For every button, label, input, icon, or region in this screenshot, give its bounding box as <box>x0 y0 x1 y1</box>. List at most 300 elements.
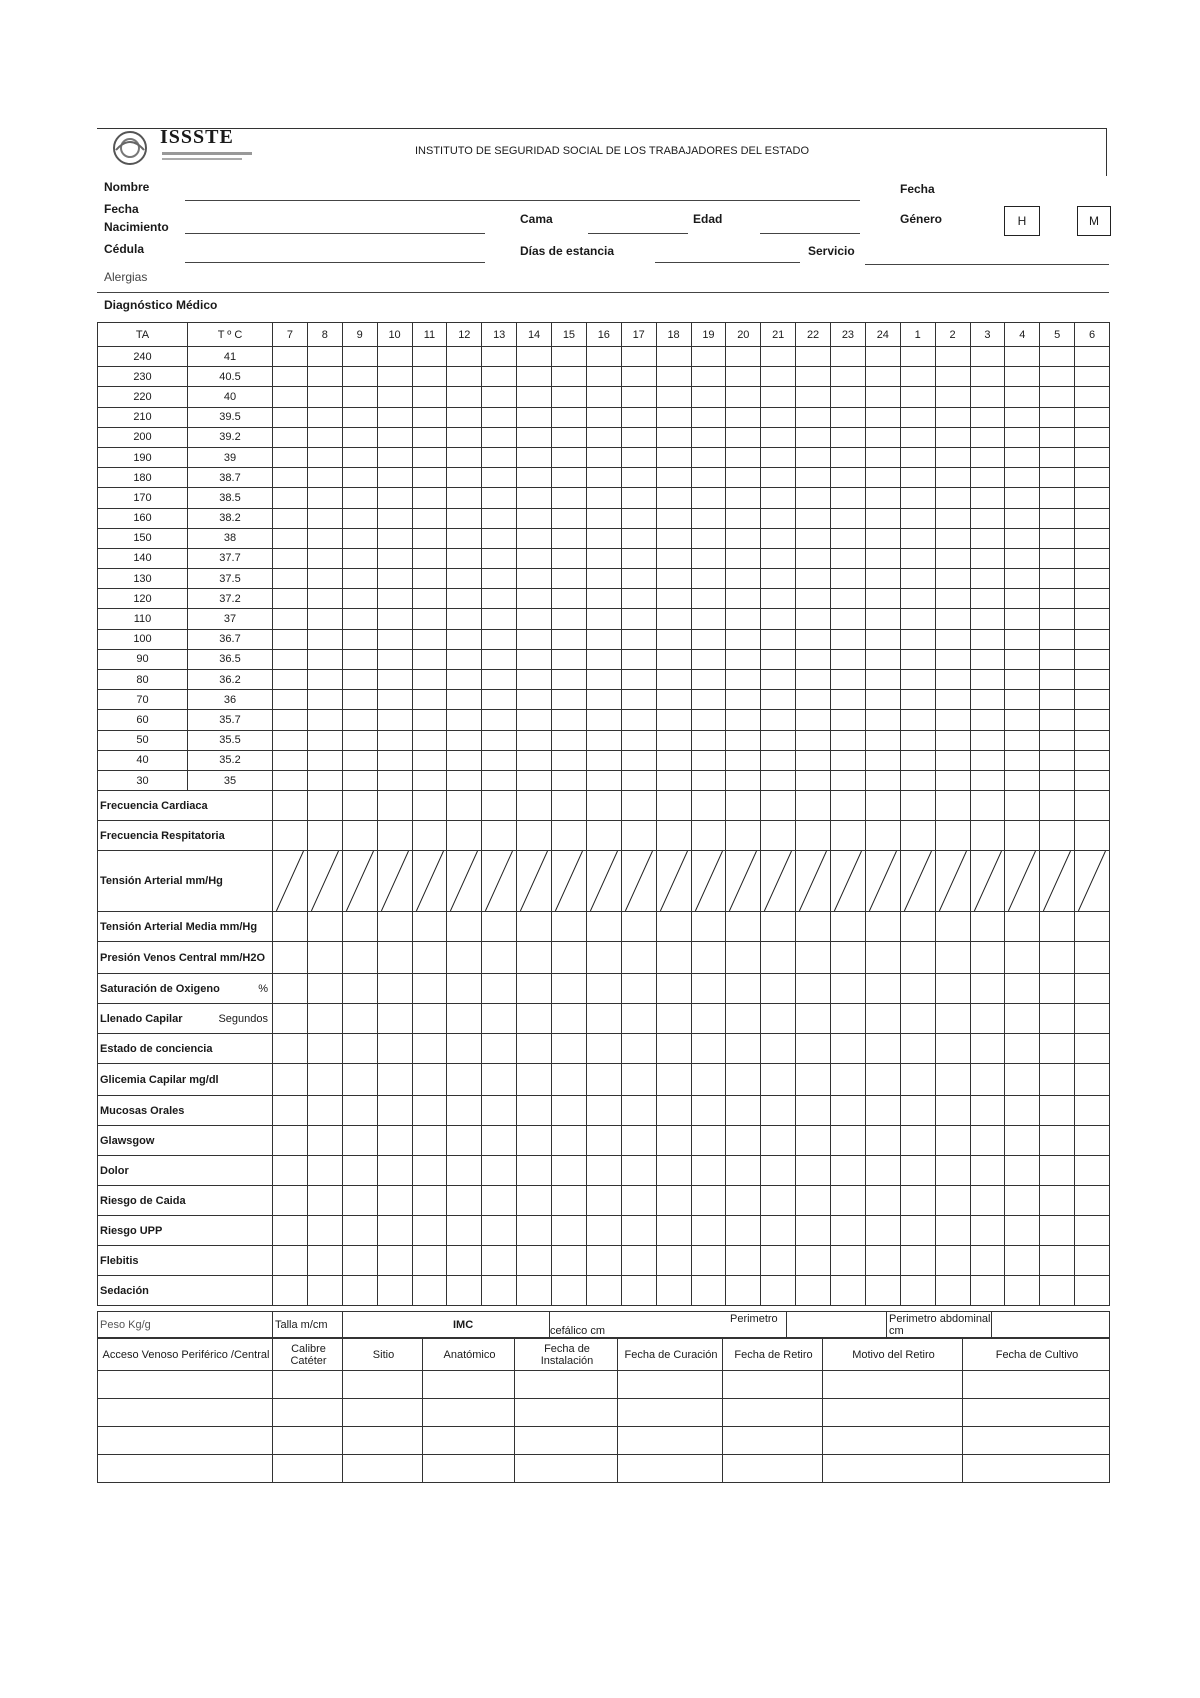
parameter-cell[interactable] <box>1075 1064 1110 1096</box>
vital-cell[interactable] <box>1040 629 1075 649</box>
parameter-cell[interactable] <box>1040 821 1075 851</box>
parameter-cell[interactable] <box>517 851 552 912</box>
vital-cell[interactable] <box>1040 670 1075 690</box>
vital-cell[interactable] <box>761 569 796 589</box>
access-cell[interactable] <box>273 1455 343 1483</box>
vital-cell[interactable] <box>726 548 761 568</box>
vital-cell[interactable] <box>691 427 726 447</box>
vital-cell[interactable] <box>761 730 796 750</box>
parameter-cell[interactable] <box>1075 1216 1110 1246</box>
vital-cell[interactable] <box>1075 528 1110 548</box>
parameter-cell[interactable] <box>656 851 691 912</box>
vital-cell[interactable] <box>865 770 900 790</box>
vital-cell[interactable] <box>482 649 517 669</box>
vital-cell[interactable] <box>935 548 970 568</box>
vital-cell[interactable] <box>586 447 621 467</box>
vital-cell[interactable] <box>970 649 1005 669</box>
vital-cell[interactable] <box>1040 387 1075 407</box>
parameter-cell[interactable] <box>552 1156 587 1186</box>
vital-cell[interactable] <box>970 508 1005 528</box>
parameter-cell[interactable] <box>1040 974 1075 1004</box>
parameter-cell[interactable] <box>831 1004 866 1034</box>
parameter-cell[interactable] <box>796 912 831 942</box>
parameter-cell[interactable] <box>970 1276 1005 1306</box>
parameter-cell[interactable] <box>307 1096 342 1126</box>
vital-cell[interactable] <box>273 407 308 427</box>
parameter-cell[interactable] <box>726 942 761 974</box>
parameter-cell[interactable] <box>1075 1246 1110 1276</box>
vital-cell[interactable] <box>621 629 656 649</box>
vital-cell[interactable] <box>761 548 796 568</box>
parameter-cell[interactable] <box>273 1096 308 1126</box>
vital-cell[interactable] <box>1040 488 1075 508</box>
vital-cell[interactable] <box>342 367 377 387</box>
vital-cell[interactable] <box>1040 710 1075 730</box>
parameter-cell[interactable] <box>726 791 761 821</box>
vital-cell[interactable] <box>900 447 935 467</box>
vital-cell[interactable] <box>865 387 900 407</box>
vital-cell[interactable] <box>482 447 517 467</box>
vital-cell[interactable] <box>1005 730 1040 750</box>
vital-cell[interactable] <box>586 589 621 609</box>
parameter-cell[interactable] <box>726 1126 761 1156</box>
vital-cell[interactable] <box>726 569 761 589</box>
vital-cell[interactable] <box>865 710 900 730</box>
vital-cell[interactable] <box>552 548 587 568</box>
vital-cell[interactable] <box>621 387 656 407</box>
parameter-cell[interactable] <box>621 1276 656 1306</box>
vital-cell[interactable] <box>865 649 900 669</box>
vital-cell[interactable] <box>447 528 482 548</box>
parameter-cell[interactable] <box>1040 851 1075 912</box>
vital-cell[interactable] <box>621 589 656 609</box>
parameter-cell[interactable] <box>447 1156 482 1186</box>
blank-measure-cell[interactable] <box>992 1312 1110 1338</box>
parameter-cell[interactable] <box>691 821 726 851</box>
vital-cell[interactable] <box>796 468 831 488</box>
parameter-cell[interactable] <box>865 1004 900 1034</box>
parameter-cell[interactable] <box>586 1216 621 1246</box>
vital-cell[interactable] <box>621 710 656 730</box>
vital-cell[interactable] <box>377 589 412 609</box>
parameter-cell[interactable] <box>796 821 831 851</box>
vital-cell[interactable] <box>273 447 308 467</box>
vital-cell[interactable] <box>307 347 342 367</box>
vital-cell[interactable] <box>1005 710 1040 730</box>
vital-cell[interactable] <box>865 609 900 629</box>
parameter-cell[interactable] <box>621 1064 656 1096</box>
vital-cell[interactable] <box>726 367 761 387</box>
nombre-field[interactable] <box>185 200 860 201</box>
parameter-cell[interactable] <box>342 1216 377 1246</box>
vital-cell[interactable] <box>1040 427 1075 447</box>
vital-cell[interactable] <box>482 589 517 609</box>
parameter-cell[interactable] <box>900 1156 935 1186</box>
vital-cell[interactable] <box>1075 347 1110 367</box>
vital-cell[interactable] <box>831 629 866 649</box>
vital-cell[interactable] <box>307 508 342 528</box>
vital-cell[interactable] <box>761 690 796 710</box>
vital-cell[interactable] <box>1040 367 1075 387</box>
parameter-cell[interactable] <box>1005 791 1040 821</box>
vital-cell[interactable] <box>900 649 935 669</box>
access-cell[interactable] <box>963 1427 1110 1455</box>
parameter-cell[interactable] <box>1040 1216 1075 1246</box>
parameter-cell[interactable] <box>970 974 1005 1004</box>
parameter-cell[interactable] <box>447 974 482 1004</box>
parameter-cell[interactable] <box>586 1034 621 1064</box>
vital-cell[interactable] <box>342 670 377 690</box>
vital-cell[interactable] <box>831 468 866 488</box>
vital-cell[interactable] <box>1075 710 1110 730</box>
vital-cell[interactable] <box>517 730 552 750</box>
vital-cell[interactable] <box>307 670 342 690</box>
parameter-cell[interactable] <box>307 974 342 1004</box>
vital-cell[interactable] <box>1040 750 1075 770</box>
vital-cell[interactable] <box>865 407 900 427</box>
parameter-cell[interactable] <box>517 1126 552 1156</box>
vital-cell[interactable] <box>412 649 447 669</box>
parameter-cell[interactable] <box>273 1064 308 1096</box>
vital-cell[interactable] <box>447 347 482 367</box>
parameter-cell[interactable] <box>761 1246 796 1276</box>
parameter-cell[interactable] <box>900 912 935 942</box>
vital-cell[interactable] <box>900 770 935 790</box>
vital-cell[interactable] <box>1040 508 1075 528</box>
vital-cell[interactable] <box>273 488 308 508</box>
parameter-cell[interactable] <box>412 1156 447 1186</box>
vital-cell[interactable] <box>1005 609 1040 629</box>
parameter-cell[interactable] <box>831 791 866 821</box>
vital-cell[interactable] <box>586 609 621 629</box>
vital-cell[interactable] <box>586 548 621 568</box>
parameter-cell[interactable] <box>656 1096 691 1126</box>
parameter-cell[interactable] <box>1075 1156 1110 1186</box>
parameter-cell[interactable] <box>900 1276 935 1306</box>
parameter-cell[interactable] <box>970 1004 1005 1034</box>
parameter-cell[interactable] <box>900 821 935 851</box>
vital-cell[interactable] <box>761 670 796 690</box>
vital-cell[interactable] <box>586 387 621 407</box>
vital-cell[interactable] <box>935 508 970 528</box>
vital-cell[interactable] <box>586 770 621 790</box>
vital-cell[interactable] <box>935 690 970 710</box>
vital-cell[interactable] <box>865 347 900 367</box>
vital-cell[interactable] <box>656 447 691 467</box>
vital-cell[interactable] <box>935 468 970 488</box>
parameter-cell[interactable] <box>970 1096 1005 1126</box>
vital-cell[interactable] <box>447 589 482 609</box>
parameter-cell[interactable] <box>831 912 866 942</box>
parameter-cell[interactable] <box>342 1186 377 1216</box>
vital-cell[interactable] <box>552 670 587 690</box>
parameter-cell[interactable] <box>273 974 308 1004</box>
parameter-cell[interactable] <box>726 1276 761 1306</box>
vital-cell[interactable] <box>482 690 517 710</box>
access-cell[interactable] <box>423 1399 515 1427</box>
parameter-cell[interactable] <box>412 1246 447 1276</box>
parameter-cell[interactable] <box>447 851 482 912</box>
parameter-cell[interactable] <box>691 942 726 974</box>
parameter-cell[interactable] <box>970 1126 1005 1156</box>
vital-cell[interactable] <box>865 629 900 649</box>
parameter-cell[interactable] <box>1005 1216 1040 1246</box>
parameter-cell[interactable] <box>377 1216 412 1246</box>
parameter-cell[interactable] <box>517 821 552 851</box>
parameter-cell[interactable] <box>1005 1156 1040 1186</box>
parameter-cell[interactable] <box>761 1004 796 1034</box>
vital-cell[interactable] <box>796 670 831 690</box>
vital-cell[interactable] <box>900 367 935 387</box>
parameter-cell[interactable] <box>656 974 691 1004</box>
parameter-cell[interactable] <box>412 942 447 974</box>
parameter-cell[interactable] <box>726 851 761 912</box>
parameter-cell[interactable] <box>377 1276 412 1306</box>
vital-cell[interactable] <box>447 670 482 690</box>
vital-cell[interactable] <box>342 710 377 730</box>
parameter-cell[interactable] <box>307 912 342 942</box>
vital-cell[interactable] <box>517 347 552 367</box>
vital-cell[interactable] <box>970 629 1005 649</box>
vital-cell[interactable] <box>621 670 656 690</box>
parameter-cell[interactable] <box>656 821 691 851</box>
imc-cell[interactable]: IMC <box>343 1312 550 1338</box>
vital-cell[interactable] <box>831 528 866 548</box>
vital-cell[interactable] <box>865 548 900 568</box>
parameter-cell[interactable] <box>761 974 796 1004</box>
vital-cell[interactable] <box>307 447 342 467</box>
vital-cell[interactable] <box>1075 569 1110 589</box>
parameter-cell[interactable] <box>796 1156 831 1186</box>
parameter-cell[interactable] <box>307 851 342 912</box>
parameter-cell[interactable] <box>377 1186 412 1216</box>
vital-cell[interactable] <box>517 548 552 568</box>
vital-cell[interactable] <box>552 447 587 467</box>
vital-cell[interactable] <box>796 710 831 730</box>
parameter-cell[interactable] <box>691 1096 726 1126</box>
parameter-cell[interactable] <box>796 1216 831 1246</box>
vital-cell[interactable] <box>796 548 831 568</box>
parameter-cell[interactable] <box>865 821 900 851</box>
parameter-cell[interactable] <box>342 1064 377 1096</box>
vital-cell[interactable] <box>656 629 691 649</box>
vital-cell[interactable] <box>273 427 308 447</box>
parameter-cell[interactable] <box>517 1004 552 1034</box>
vital-cell[interactable] <box>831 569 866 589</box>
parameter-cell[interactable] <box>796 1126 831 1156</box>
parameter-cell[interactable] <box>656 1276 691 1306</box>
vital-cell[interactable] <box>656 528 691 548</box>
vital-cell[interactable] <box>726 730 761 750</box>
parameter-cell[interactable] <box>1040 1246 1075 1276</box>
vital-cell[interactable] <box>1040 569 1075 589</box>
parameter-cell[interactable] <box>552 974 587 1004</box>
parameter-cell[interactable] <box>342 912 377 942</box>
vital-cell[interactable] <box>447 447 482 467</box>
vital-cell[interactable] <box>1040 447 1075 467</box>
parameter-cell[interactable] <box>342 1156 377 1186</box>
parameter-cell[interactable] <box>831 1096 866 1126</box>
servicio-field[interactable] <box>865 264 1109 265</box>
vital-cell[interactable] <box>412 770 447 790</box>
parameter-cell[interactable] <box>935 942 970 974</box>
vital-cell[interactable] <box>412 367 447 387</box>
parameter-cell[interactable] <box>1005 851 1040 912</box>
vital-cell[interactable] <box>621 508 656 528</box>
vital-cell[interactable] <box>1040 770 1075 790</box>
vital-cell[interactable] <box>970 548 1005 568</box>
parameter-cell[interactable] <box>621 1246 656 1276</box>
vital-cell[interactable] <box>621 367 656 387</box>
vital-cell[interactable] <box>552 609 587 629</box>
parameter-cell[interactable] <box>447 942 482 974</box>
vital-cell[interactable] <box>621 569 656 589</box>
vital-cell[interactable] <box>691 710 726 730</box>
vital-cell[interactable] <box>482 730 517 750</box>
parameter-cell[interactable] <box>935 851 970 912</box>
cedula-field[interactable] <box>185 262 485 263</box>
parameter-cell[interactable] <box>1040 1186 1075 1216</box>
parameter-cell[interactable] <box>482 1034 517 1064</box>
parameter-cell[interactable] <box>621 1216 656 1246</box>
parameter-cell[interactable] <box>970 1064 1005 1096</box>
vital-cell[interactable] <box>691 548 726 568</box>
vital-cell[interactable] <box>447 569 482 589</box>
parameter-cell[interactable] <box>1075 1096 1110 1126</box>
vital-cell[interactable] <box>586 427 621 447</box>
parameter-cell[interactable] <box>1075 1004 1110 1034</box>
access-cell[interactable] <box>823 1455 963 1483</box>
vital-cell[interactable] <box>970 447 1005 467</box>
vital-cell[interactable] <box>377 548 412 568</box>
vital-cell[interactable] <box>865 468 900 488</box>
parameter-cell[interactable] <box>517 1276 552 1306</box>
parameter-cell[interactable] <box>970 1034 1005 1064</box>
vital-cell[interactable] <box>1075 609 1110 629</box>
vital-cell[interactable] <box>761 649 796 669</box>
vital-cell[interactable] <box>970 488 1005 508</box>
parameter-cell[interactable] <box>796 1034 831 1064</box>
vital-cell[interactable] <box>552 589 587 609</box>
parameter-cell[interactable] <box>831 1216 866 1246</box>
vital-cell[interactable] <box>377 629 412 649</box>
parameter-cell[interactable] <box>865 1064 900 1096</box>
parameter-cell[interactable] <box>586 791 621 821</box>
vital-cell[interactable] <box>970 710 1005 730</box>
access-cell[interactable] <box>515 1455 618 1483</box>
parameter-cell[interactable] <box>273 1246 308 1276</box>
vital-cell[interactable] <box>273 629 308 649</box>
vital-cell[interactable] <box>482 387 517 407</box>
vital-cell[interactable] <box>1040 609 1075 629</box>
parameter-cell[interactable] <box>1040 1004 1075 1034</box>
vital-cell[interactable] <box>691 387 726 407</box>
parameter-cell[interactable] <box>726 1246 761 1276</box>
parameter-cell[interactable] <box>273 851 308 912</box>
vital-cell[interactable] <box>273 770 308 790</box>
vital-cell[interactable] <box>726 407 761 427</box>
vital-cell[interactable] <box>552 427 587 447</box>
vital-cell[interactable] <box>970 468 1005 488</box>
vital-cell[interactable] <box>377 387 412 407</box>
parameter-cell[interactable] <box>342 1126 377 1156</box>
vital-cell[interactable] <box>1075 387 1110 407</box>
vital-cell[interactable] <box>586 710 621 730</box>
vital-cell[interactable] <box>1005 508 1040 528</box>
parameter-cell[interactable] <box>342 942 377 974</box>
vital-cell[interactable] <box>1040 347 1075 367</box>
vital-cell[interactable] <box>796 750 831 770</box>
parameter-cell[interactable] <box>691 851 726 912</box>
vital-cell[interactable] <box>273 569 308 589</box>
access-cell[interactable] <box>423 1371 515 1399</box>
vital-cell[interactable] <box>586 488 621 508</box>
cama-field[interactable] <box>588 233 688 234</box>
vital-cell[interactable] <box>656 770 691 790</box>
vital-cell[interactable] <box>342 468 377 488</box>
vital-cell[interactable] <box>307 468 342 488</box>
vital-cell[interactable] <box>1005 407 1040 427</box>
parameter-cell[interactable] <box>691 1216 726 1246</box>
parameter-cell[interactable] <box>656 1246 691 1276</box>
vital-cell[interactable] <box>517 468 552 488</box>
parameter-cell[interactable] <box>831 1156 866 1186</box>
vital-cell[interactable] <box>970 569 1005 589</box>
vital-cell[interactable] <box>447 609 482 629</box>
vital-cell[interactable] <box>552 347 587 367</box>
vital-cell[interactable] <box>761 347 796 367</box>
vital-cell[interactable] <box>726 670 761 690</box>
parameter-cell[interactable] <box>831 942 866 974</box>
parameter-cell[interactable] <box>552 1216 587 1246</box>
vital-cell[interactable] <box>761 770 796 790</box>
parameter-cell[interactable] <box>586 821 621 851</box>
vital-cell[interactable] <box>447 629 482 649</box>
parameter-cell[interactable] <box>307 821 342 851</box>
parameter-cell[interactable] <box>412 791 447 821</box>
parameter-cell[interactable] <box>377 1156 412 1186</box>
vital-cell[interactable] <box>586 569 621 589</box>
vital-cell[interactable] <box>273 649 308 669</box>
parameter-cell[interactable] <box>1075 1186 1110 1216</box>
vital-cell[interactable] <box>691 347 726 367</box>
vital-cell[interactable] <box>761 710 796 730</box>
parameter-cell[interactable] <box>1040 1276 1075 1306</box>
parameter-cell[interactable] <box>831 1034 866 1064</box>
parameter-cell[interactable] <box>761 1126 796 1156</box>
parameter-cell[interactable] <box>831 851 866 912</box>
parameter-cell[interactable] <box>412 1126 447 1156</box>
vital-cell[interactable] <box>726 447 761 467</box>
parameter-cell[interactable] <box>377 1004 412 1034</box>
parameter-cell[interactable] <box>552 1276 587 1306</box>
vital-cell[interactable] <box>517 387 552 407</box>
vital-cell[interactable] <box>1005 367 1040 387</box>
vital-cell[interactable] <box>796 629 831 649</box>
parameter-cell[interactable] <box>900 1246 935 1276</box>
parameter-cell[interactable] <box>935 1096 970 1126</box>
vital-cell[interactable] <box>726 750 761 770</box>
vital-cell[interactable] <box>1075 690 1110 710</box>
vital-cell[interactable] <box>796 609 831 629</box>
parameter-cell[interactable] <box>865 942 900 974</box>
vital-cell[interactable] <box>691 528 726 548</box>
access-cell[interactable] <box>515 1427 618 1455</box>
vital-cell[interactable] <box>935 609 970 629</box>
vital-cell[interactable] <box>273 589 308 609</box>
vital-cell[interactable] <box>900 730 935 750</box>
parameter-cell[interactable] <box>273 1216 308 1246</box>
